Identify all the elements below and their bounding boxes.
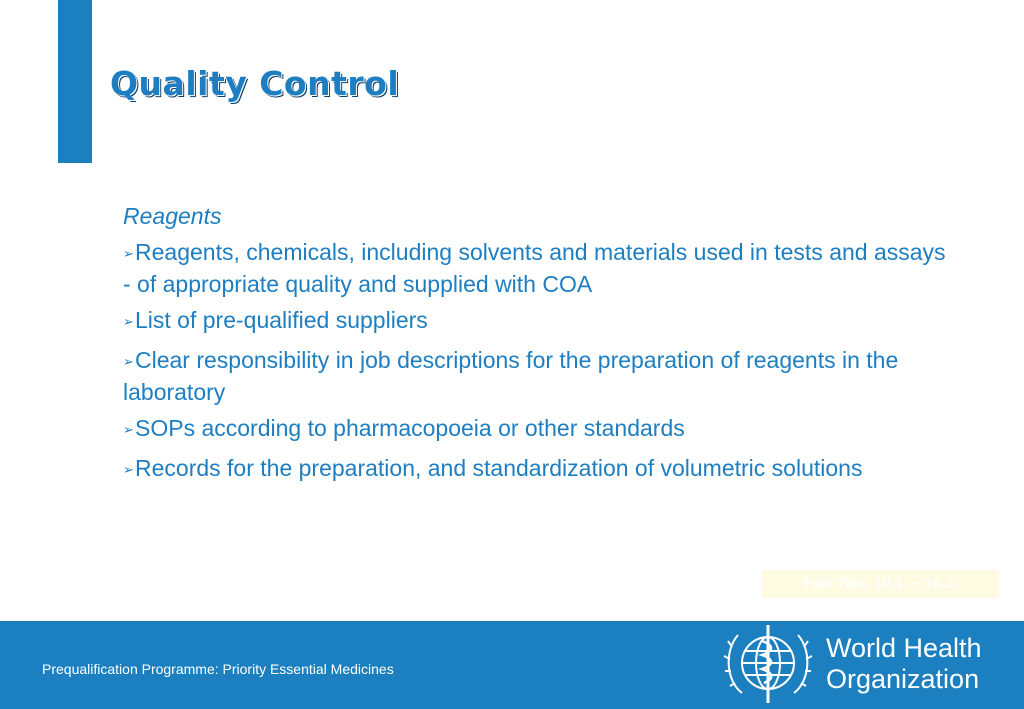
who-name-line2: Organization bbox=[826, 664, 980, 694]
who-name-line1: World Health bbox=[826, 633, 982, 663]
who-emblem-icon bbox=[718, 621, 818, 709]
reference-label: Part Two. 10.1. – 10.3. bbox=[762, 570, 999, 598]
list-item bbox=[123, 238, 953, 298]
arrow-bullet-icon: ➢ bbox=[123, 422, 134, 437]
list-item bbox=[123, 414, 953, 446]
bullet-text: SOPs according to pharmacopoeia or other standards bbox=[135, 415, 685, 441]
bullet-text: List of pre-qualified suppliers bbox=[135, 307, 428, 333]
bullet-text: Reagents, chemicals, including solvents and materials used in tests and assays - of appropriate quality and supplied with COA bbox=[123, 239, 946, 297]
bullet-list bbox=[123, 238, 953, 486]
arrow-bullet-icon: ➢ bbox=[123, 246, 134, 261]
footer-programme-text: Prequalification Programme: Priority Essential Medicines bbox=[42, 661, 394, 677]
section-heading: Reagents bbox=[123, 203, 222, 229]
arrow-bullet-icon: ➢ bbox=[123, 314, 134, 329]
bullet-text: Records for the preparation, and standardization of volumetric solutions bbox=[135, 455, 863, 481]
list-item bbox=[123, 454, 953, 486]
arrow-bullet-icon: ➢ bbox=[123, 354, 134, 369]
bullet-text: Clear responsibility in job descriptions for the preparation of reagents in the laboratory bbox=[123, 347, 899, 405]
who-name bbox=[826, 633, 982, 695]
arrow-bullet-icon: ➢ bbox=[123, 462, 134, 477]
list-item bbox=[123, 306, 953, 338]
list-item bbox=[123, 346, 953, 406]
footer-bar bbox=[0, 621, 1024, 709]
slide-title: Quality Control bbox=[110, 64, 400, 103]
slide-content bbox=[123, 202, 953, 494]
title-accent-bar bbox=[58, 0, 92, 163]
